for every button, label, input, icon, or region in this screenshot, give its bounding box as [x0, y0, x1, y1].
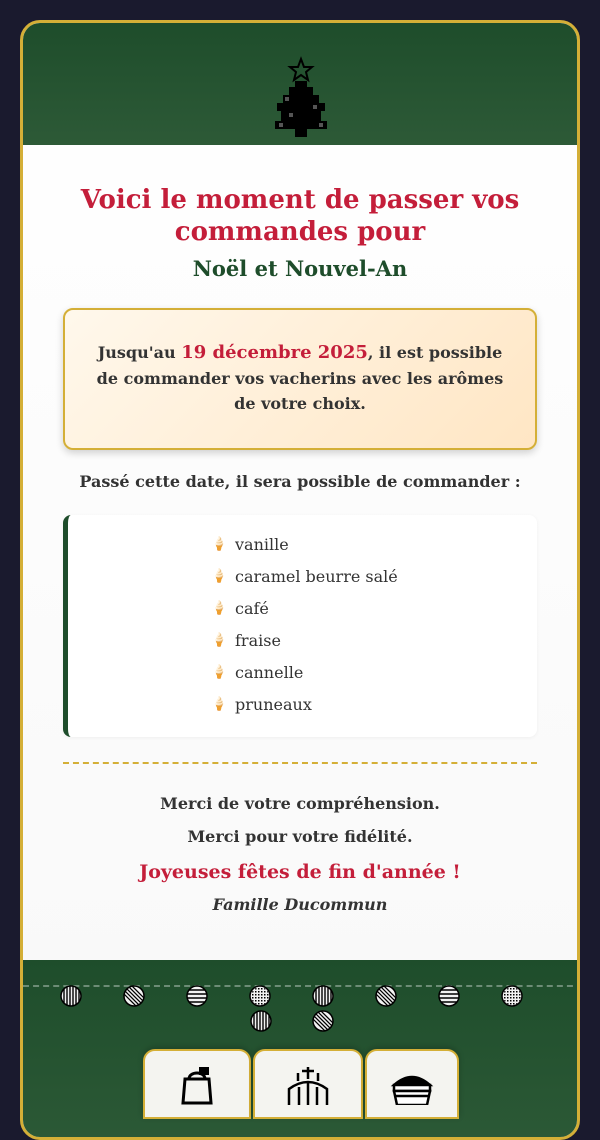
- flavor-list: [63, 515, 537, 737]
- ornament-icon: [312, 1010, 334, 1032]
- holiday-greeting: Joyeuses fêtes de fin d'année !: [139, 861, 461, 883]
- list-item: [211, 657, 537, 689]
- ornament-icon: [60, 985, 82, 1007]
- vacherin-tile: [365, 1049, 459, 1119]
- ice-cream-icon: 🍦: [211, 569, 228, 584]
- ornament-icon: [123, 985, 145, 1007]
- ice-cream-icon: 🍦: [211, 697, 228, 712]
- page-subtitle: Noël et Nouvel-An: [192, 256, 408, 281]
- vacherin-cake-icon: [389, 1065, 435, 1105]
- ornament-icon: [249, 985, 271, 1007]
- ornament-icon: [312, 985, 334, 1007]
- list-item: [211, 529, 537, 561]
- list-item: [211, 625, 537, 657]
- ornament-icon: [375, 985, 397, 1007]
- thanks-understanding: Merci de votre compréhension.: [160, 794, 440, 813]
- page-title: Voici le moment de passer vos commandes pour: [80, 185, 520, 247]
- list-item: [211, 689, 537, 721]
- gift-bag-icon: [175, 1065, 219, 1105]
- flavor-label: fraise: [235, 631, 281, 650]
- list-item: [211, 593, 537, 625]
- thanks-loyalty: Merci pour votre fidélité.: [187, 827, 413, 846]
- flavor-label: café: [235, 599, 269, 618]
- dashed-divider: [63, 762, 537, 764]
- gift-tile: [143, 1049, 251, 1119]
- footer-banner: [23, 960, 580, 1140]
- cake-tile: [253, 1049, 363, 1119]
- main-content: [23, 184, 577, 916]
- notice-suffix: , il est possible de commander vos vacherins avec les arômes de votre choix.: [96, 343, 504, 413]
- newsletter-card: [20, 20, 580, 1140]
- flavor-label: caramel beurre salé: [235, 567, 398, 586]
- ornament-icon: [250, 1010, 272, 1032]
- flavor-label: pruneaux: [235, 695, 312, 714]
- ornament-icon: [501, 985, 523, 1007]
- header-banner: [23, 23, 577, 145]
- ice-cream-icon: 🍦: [211, 601, 228, 616]
- deadline-notice: [63, 308, 537, 450]
- cake-icon: [283, 1065, 333, 1105]
- list-item: [211, 561, 537, 593]
- christmas-tree-icon: [263, 55, 339, 139]
- ornament-icon: [186, 985, 208, 1007]
- flavor-label: cannelle: [235, 663, 304, 682]
- ice-cream-icon: 🍦: [211, 633, 228, 648]
- ice-cream-icon: 🍦: [211, 537, 228, 552]
- signature: Famille Ducommun: [212, 895, 388, 914]
- flavor-label: vanille: [235, 535, 289, 554]
- after-date-text: Passé cette date, il sera possible de commander :: [79, 472, 521, 491]
- garland-line: [23, 985, 580, 987]
- ornament-icon: [438, 985, 460, 1007]
- deadline-date: 19 décembre 2025: [181, 342, 368, 363]
- ice-cream-icon: 🍦: [211, 665, 228, 680]
- notice-prefix: Jusqu'au: [97, 343, 182, 362]
